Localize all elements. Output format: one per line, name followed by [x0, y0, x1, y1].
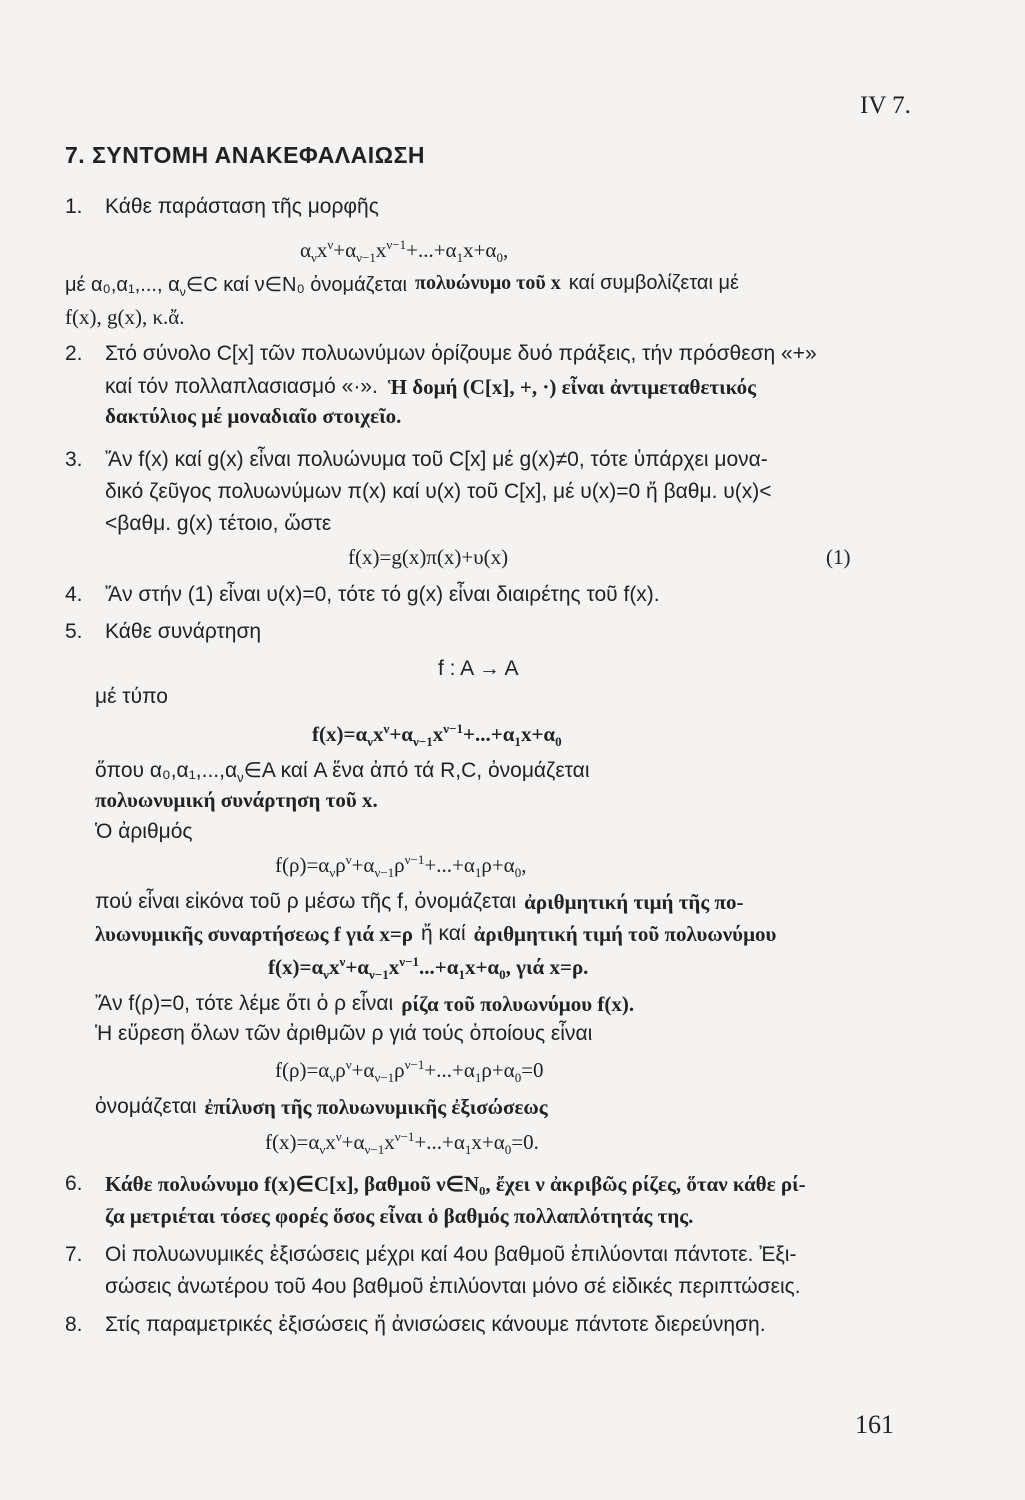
formula: $f(x)=\alpha_\nu x^\nu+\alpha_{\nu-1}x^{\nu-1}+...+\alpha_1x+\alpha_0=0$. [265, 1129, 539, 1158]
bold-term: δακτύλιος μέ μοναδιαῖο στοιχεῖο. [105, 404, 402, 428]
text-span: καί τόν πολλαπλασιασμό «·». [105, 375, 378, 398]
text-line: ὅπου $\alpha_0,\alpha_1,...,\alpha_\nu\in A$ καί A ἕνα ἀπό τά R,C, ὀνομάζεται [95, 759, 590, 786]
item-text: Στίς παραμετρικές ἐξισώσεις ἤ ἀνισώσεις κάνουμε πάντοτε διερεύνηση. [105, 1313, 766, 1336]
formula: $f(\rho)=\alpha_\nu\rho^\nu+\alpha_{\nu-1}\rho^{\nu-1}+...+\alpha_1\rho+\alpha_0=0$ [275, 1057, 544, 1086]
text-span: καί συμβολίζεται μέ [568, 272, 739, 294]
bold-term: Κάθε πολυώνυμο f(x)∈C[x], βαθμοῦ ν∈N₀, ἔχει ν ἀκριβῶς ρίζες, ὅταν κάθε ρί- [105, 1172, 806, 1196]
formula: $f(\rho)=\alpha_\nu\rho^\nu+\alpha_{\nu-1}\rho^{\nu-1}+...+\alpha_1\rho+\alpha_0$, [275, 852, 527, 881]
item-text: Ἄν στήν (1) εἶναι υ(x)=0, τότε τό g(x) εἶναι διαιρέτης τοῦ f(x). [105, 583, 660, 606]
text-line [95, 922, 776, 947]
running-head: IV 7. [860, 92, 911, 119]
text-line [95, 992, 634, 1017]
equation-label: (1) [826, 545, 851, 569]
text-span: ἤ καί [421, 922, 466, 945]
section-title: 7. ΣΥΝΤΟΜΗ ΑΝΑΚΕΦΑΛΑΙΩΣΗ [65, 142, 425, 168]
text-line: f(x), g(x), κ.ἄ. [65, 305, 185, 329]
bold-term: πολυώνυμο τοῦ x [415, 272, 561, 294]
item-text: Ἄν f(x) καί g(x) εἶναι πολυώνυμα τοῦ C[x] μέ g(x)≠0, τότε ὑπάρχει μονα- [105, 448, 768, 471]
text-line: μέ τύπο [95, 685, 168, 708]
page-number: 161 [855, 1410, 894, 1439]
item-number: 6. [65, 1172, 83, 1195]
text-line [95, 890, 743, 915]
item-number: 7. [65, 1243, 83, 1266]
mapping: f : A → A [438, 657, 519, 680]
bold-term: ἀριθμητική τιμή τοῦ πολυωνύμου [473, 922, 777, 946]
bold-term: ζα μετριέται τόσες φορές ὅσος εἶναι ὁ βαθμός πολλαπλότητάς της. [105, 1204, 694, 1228]
item-number: 8. [65, 1313, 83, 1336]
text-line [95, 1095, 548, 1120]
bold-term: λυωνυμικῆς συναρτήσεως f γιά x=ρ [95, 922, 414, 946]
item-text: Κάθε συνάρτηση [105, 620, 262, 643]
item-text: Κάθε παράσταση τῆς μορφῆς [105, 195, 379, 218]
bold-term: ἀριθμητική τιμή τῆς πο- [524, 890, 744, 914]
item-number: 2. [65, 342, 83, 365]
item-number: 1. [65, 195, 83, 218]
text-span: Ἄν f(ρ)=0, τότε λέμε ὅτι ὁ ρ εἶναι [95, 992, 394, 1015]
bold-term: Ἡ δομή (C[x], +, ·) εἶναι ἀντιμεταθετικός [387, 375, 757, 399]
text-span: πού εἶναι εἰκόνα τοῦ ρ μέσω τῆς f, ὀνομάζεται [95, 890, 517, 913]
formula: f(x)=g(x)π(x)+υ(x) [348, 545, 509, 569]
text-span: ὀνομάζεται [95, 1095, 197, 1118]
bold-term: ρίζα τοῦ πολυωνύμου f(x). [401, 992, 635, 1016]
formula: $f(x)=\alpha_\nu x^\nu+\alpha_{\nu-1}x^{\nu-1}+...+\alpha_1x+\alpha_0$ [312, 721, 562, 750]
text-line: Ἡ εὕρεση ὅλων τῶν ἀριθμῶν ρ γιά τούς ὁποίους εἶναι [95, 1022, 593, 1045]
item-text: δικό ζεῦγος πολυωνύμων π(x) καί υ(x) τοῦ C[x], μέ υ(x)=0 ἤ βαθμ. υ(x)< [105, 480, 772, 503]
formula: $f(x)=\alpha_\nu x^\nu+\alpha_{\nu-1}x^{\nu-1}...+\alpha_1x+\alpha_0$, γιά x=ρ. [268, 954, 589, 983]
item-number: 5. [65, 620, 83, 643]
item-text: <βαθμ. g(x) τέτοιο, ὥστε [105, 512, 332, 535]
text-span: μέ α₀,α₁,..., $\alpha_\nu\in C$ καί ν∈N₀ ὀνομάζεται [65, 274, 407, 299]
item-text: Οἱ πολυωνυμικές ἐξισώσεις μέχρι καί 4ου βαθμοῦ ἐπιλύονται πάντοτε. Ἐξι- [105, 1243, 797, 1266]
item-number: 4. [65, 583, 83, 606]
bold-term: πολυωνυμική συνάρτηση τοῦ x. [95, 788, 378, 812]
bold-term: ἐπίλυση τῆς πολυωνυμικῆς ἐξισώσεως [204, 1095, 548, 1119]
item-number: 3. [65, 448, 83, 471]
item-text: Στό σύνολο C[x] τῶν πολυωνύμων ὁρίζουμε δυό πράξεις, τήν πρόσθεση «+» [105, 342, 817, 365]
item-text: σώσεις ἀνωτέρου τοῦ 4ου βαθμοῦ ἐπιλύονται μόνο σέ εἰδικές περιπτώσεις. [105, 1275, 801, 1298]
text-line [105, 375, 756, 400]
text-line: Ὁ ἀριθμός [95, 820, 193, 843]
formula: $\alpha_\nu x^\nu+\alpha_{\nu-1}x^{\nu-1}+...+\alpha_1x+\alpha_0$, [300, 237, 509, 266]
text-line [65, 272, 945, 297]
